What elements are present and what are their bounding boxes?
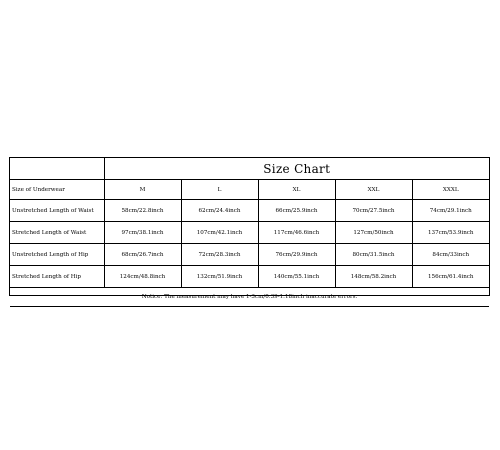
title-row	[10, 158, 489, 180]
table-cell: 140cm/55.1inch	[258, 266, 335, 288]
size-chart	[9, 157, 490, 300]
size-header-m: M	[104, 180, 181, 200]
table-row	[10, 222, 489, 244]
table-cell: 124cm/48.8inch	[104, 266, 181, 288]
notice-row	[10, 288, 489, 307]
header-row	[10, 180, 489, 200]
size-header-xxl: XXL	[335, 180, 412, 200]
table-row	[10, 244, 489, 266]
row-label: Stretched Length of Waist	[10, 222, 104, 244]
table-cell: 97cm/38.1inch	[104, 222, 181, 244]
table-row	[10, 266, 489, 288]
table-cell: 137cm/53.9inch	[412, 222, 489, 244]
row-label: Unstretched Length of Waist	[10, 200, 104, 222]
table-cell: 117cm/46.6inch	[258, 222, 335, 244]
size-header-l: L	[181, 180, 258, 200]
table-cell: 62cm/24.4inch	[181, 200, 258, 222]
notice-text: Notice: The measurement may have 1-3cm/0.39-1.18inch inaccurate errors.	[10, 288, 489, 307]
size-chart-table	[10, 158, 489, 307]
table-cell: 84cm/33inch	[412, 244, 489, 266]
table-row	[10, 200, 489, 222]
table-cell: 80cm/31.5inch	[335, 244, 412, 266]
table-cell: 76cm/29.9inch	[258, 244, 335, 266]
row-label: Unstretched Length of Hip	[10, 244, 104, 266]
table-cell: 156cm/61.4inch	[412, 266, 489, 288]
blank-corner-cell	[10, 158, 104, 180]
table-cell: 127cm/50inch	[335, 222, 412, 244]
table-cell: 70cm/27.5inch	[335, 200, 412, 222]
table-cell: 132cm/51.9inch	[181, 266, 258, 288]
table-cell: 66cm/25.9inch	[258, 200, 335, 222]
table-cell: 72cm/28.3inch	[181, 244, 258, 266]
table-cell: 148cm/58.2inch	[335, 266, 412, 288]
table-cell: 74cm/29.1inch	[412, 200, 489, 222]
row-label: Stretched Length of Hip	[10, 266, 104, 288]
size-header-xxxl: XXXL	[412, 180, 489, 200]
table-cell: 58cm/22.8inch	[104, 200, 181, 222]
table-cell: 68cm/26.7inch	[104, 244, 181, 266]
header-label: Size of Underwear	[10, 180, 104, 200]
size-header-xl: XL	[258, 180, 335, 200]
chart-title: Size Chart	[104, 158, 489, 180]
table-cell: 107cm/42.1inch	[181, 222, 258, 244]
